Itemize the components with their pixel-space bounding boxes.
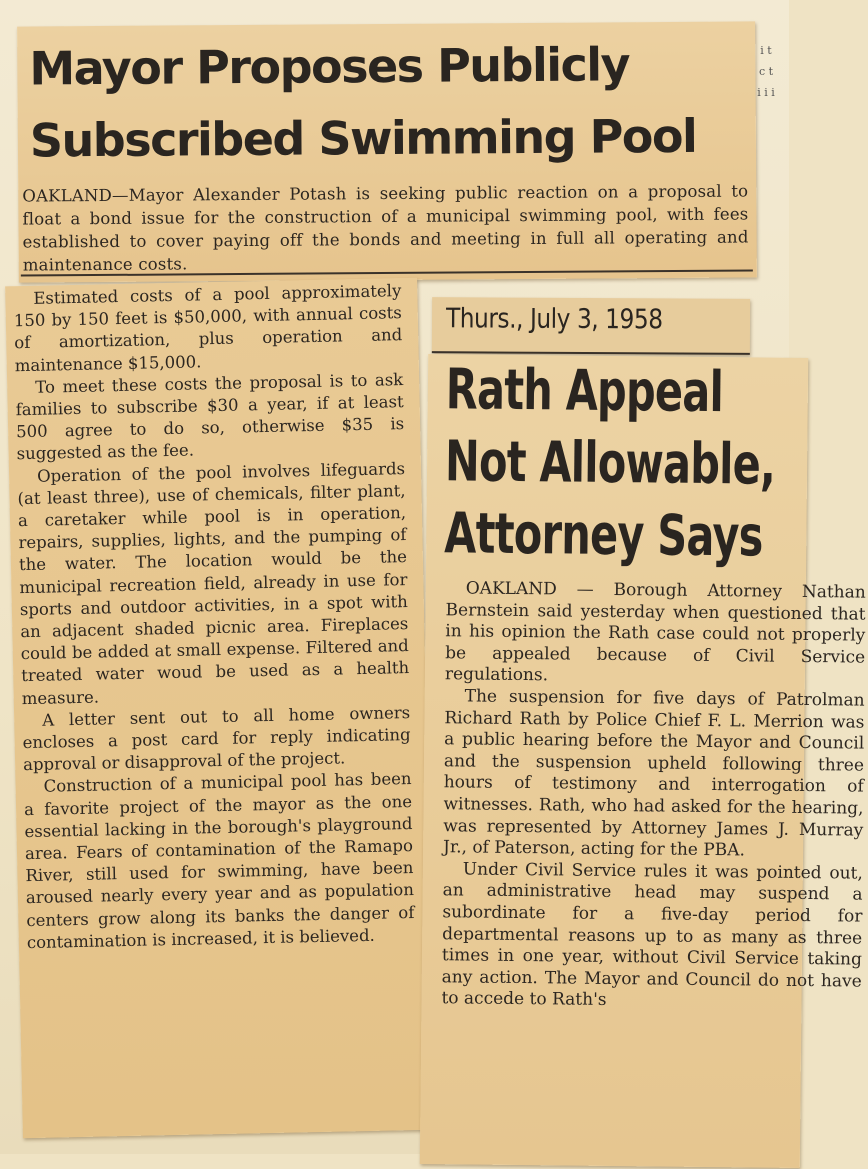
rath-paragraph: The suspension for five days of Patrolman Richard Rath by Police Chief F. L. Merrion was a public hearing before the Mayor and Council and the suspension upheld following three hours of testimony and interrogation of witnesses. Rath, who had asked for the hearing, was represented by Attorney James J. Murray Jr., of Paterson, acting for the PBA. <box>442 686 865 861</box>
pool-paragraph: A letter sent out to all home owners encloses a post card for reply indicating approval or disapproval of the project. <box>22 702 411 775</box>
pool-article-body <box>13 280 415 954</box>
pool-paragraph: To meet these costs the proposal is to ask families to subscribe $30 a year, if at least 500 agree to do so, otherwise $35 is suggested as the fee. <box>15 369 405 464</box>
rath-article-clipping <box>420 354 866 1168</box>
pool-headline: Mayor Proposes Publicly Subscribed Swimming Pool <box>29 37 697 168</box>
rath-headline <box>444 354 787 574</box>
pool-article-column-clipping <box>5 278 435 1138</box>
pool-paragraph: Operation of the pool involves lifeguards (at least three), use of chemicals, filter plant, a caretaker while pool is in operation, repairs, supplies, lights, and the pumping of the water. The location would be the municipal recreation field, already in use for sports and outdoor activities, in a spot with an adjacent shaded picnic area. Fireplaces could be added at small expense. Filtered and treated water woud be used as a health measure. <box>17 458 410 708</box>
rath-paragraph: OAKLAND — Borough Attorney Nathan Bernstein said yesterday when questioned that in his opinion the Rath case could not properly be appealed because of Civil Service regulations. <box>444 578 866 686</box>
pool-lead-paragraph: OAKLAND—Mayor Alexander Potash is seeking public reaction on a proposal to float a bond issue for the construction of a municipal swimming pool, with fees established to cover paying off the bonds and meeting in full all operating and maintenance costs. <box>22 181 749 275</box>
rath-paragraph: Under Civil Service rules it was pointed out, an administrative head may suspend a subordinate for a five-day period for departmental reasons up to as many as three times in one year, without Civil Service taking any action. The Mayor and Council do not have to accede to Rath's <box>441 859 863 1011</box>
dateline: Thurs., July 3, 1958 <box>445 303 663 336</box>
rath-article-body <box>441 578 865 1014</box>
date-clipping <box>432 297 750 355</box>
pool-paragraph: Estimated costs of a pool approximately 150 by 150 feet is $50,000, with annual costs of amortization, plus operation and maintenance $15,000. <box>13 281 403 375</box>
adjacent-clipping-edge: i t c t i i i <box>757 44 775 99</box>
pool-paragraph: Construction of a municipal pool has been a favorite project of the mayor as the one essential lacking in the borough's playground area. Fears of contamination of the Ramapo River, still used for swimming, have been aroused nearly every year and as population centers grow along its banks the danger of contamination is increased, it is believed. <box>23 769 415 952</box>
rath-headline-line: Rath Appeal <box>445 357 724 426</box>
rath-headline-line: Attorney Says <box>444 501 763 570</box>
rath-headline-line: Not Allowable, <box>444 429 776 498</box>
pool-article-header-clipping <box>17 21 757 282</box>
